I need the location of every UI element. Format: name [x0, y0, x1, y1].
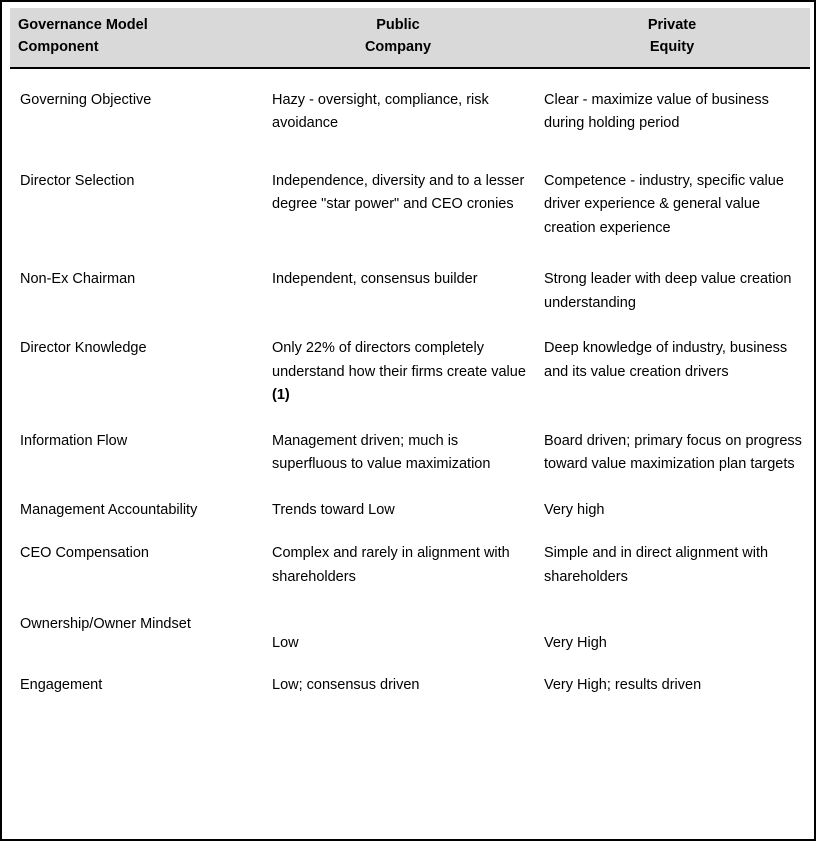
row-private-non-ex-chairman: Strong leader with deep value creation understanding: [534, 258, 810, 327]
row-component-governing-objective: Governing Objective: [10, 68, 262, 158]
row-component-ownership-mindset: Ownership/Owner Mindset: [10, 601, 262, 665]
row-public-ceo-compensation: Complex and rarely in alignment with shareholders: [262, 532, 534, 601]
column-header-public-company: [262, 8, 534, 68]
column-header-component: [10, 8, 262, 68]
row-private-ceo-compensation: Simple and in direct alignment with shareholders: [534, 532, 810, 601]
row-public-director-knowledge-text: Only 22% of directors completely understand how their firms create value: [272, 340, 526, 380]
row-public-management-accountability: Trends toward Low: [262, 491, 534, 532]
table-row: [10, 258, 810, 327]
table-header-row: [10, 8, 810, 68]
column-header-private-line2: Equity: [649, 39, 695, 56]
row-component-director-selection: Director Selection: [10, 158, 262, 258]
row-component-information-flow: Information Flow: [10, 420, 262, 491]
column-header-private-line1: Private: [647, 17, 697, 33]
row-private-director-knowledge: Deep knowledge of industry, business and its value creation drivers: [534, 327, 810, 419]
table-row: [10, 327, 810, 419]
table-row: [10, 491, 810, 532]
row-public-director-selection: Independence, diversity and to a lesser degree "star power" and CEO cronies: [262, 158, 534, 258]
row-public-non-ex-chairman: Independent, consensus builder: [262, 258, 534, 327]
column-header-private-equity: [534, 8, 810, 68]
table-row: [10, 158, 810, 258]
row-component-non-ex-chairman: Non-Ex Chairman: [10, 258, 262, 327]
row-component-director-knowledge: Director Knowledge: [10, 327, 262, 419]
row-public-director-knowledge: [262, 327, 534, 419]
row-private-information-flow: Board driven; primary focus on progress toward value maximization plan targets: [534, 420, 810, 491]
row-public-ownership-mindset: Low: [262, 601, 534, 665]
table-row: [10, 532, 810, 601]
row-component-management-accountability: Management Accountability: [10, 491, 262, 532]
row-private-governing-objective: Clear - maximize value of business during holding period: [534, 68, 810, 158]
table-row: [10, 666, 810, 701]
column-header-component-line1: Governance Model: [18, 17, 148, 33]
column-header-component-line2: Component: [18, 39, 99, 56]
table-header: [10, 8, 810, 68]
table-row: [10, 601, 810, 665]
row-private-ownership-mindset: Very High: [534, 601, 810, 665]
governance-comparison-table: [10, 8, 810, 701]
column-header-public-line1: Public: [376, 17, 420, 33]
row-component-engagement: Engagement: [10, 666, 262, 701]
row-public-governing-objective: Hazy - oversight, compliance, risk avoidance: [262, 68, 534, 158]
column-header-public-line2: Company: [364, 39, 432, 56]
table-body: [10, 68, 810, 701]
row-private-engagement: Very High; results driven: [534, 666, 810, 701]
table-row: [10, 68, 810, 158]
table-row: [10, 420, 810, 491]
footnote-marker-1: (1): [272, 387, 290, 404]
row-private-management-accountability: Very high: [534, 491, 810, 532]
row-public-information-flow: Management driven; much is superfluous to value maximization: [262, 420, 534, 491]
row-component-ceo-compensation: CEO Compensation: [10, 532, 262, 601]
row-public-engagement: Low; consensus driven: [262, 666, 534, 701]
row-private-director-selection: Competence - industry, specific value driver experience & general value creation experience: [534, 158, 810, 258]
